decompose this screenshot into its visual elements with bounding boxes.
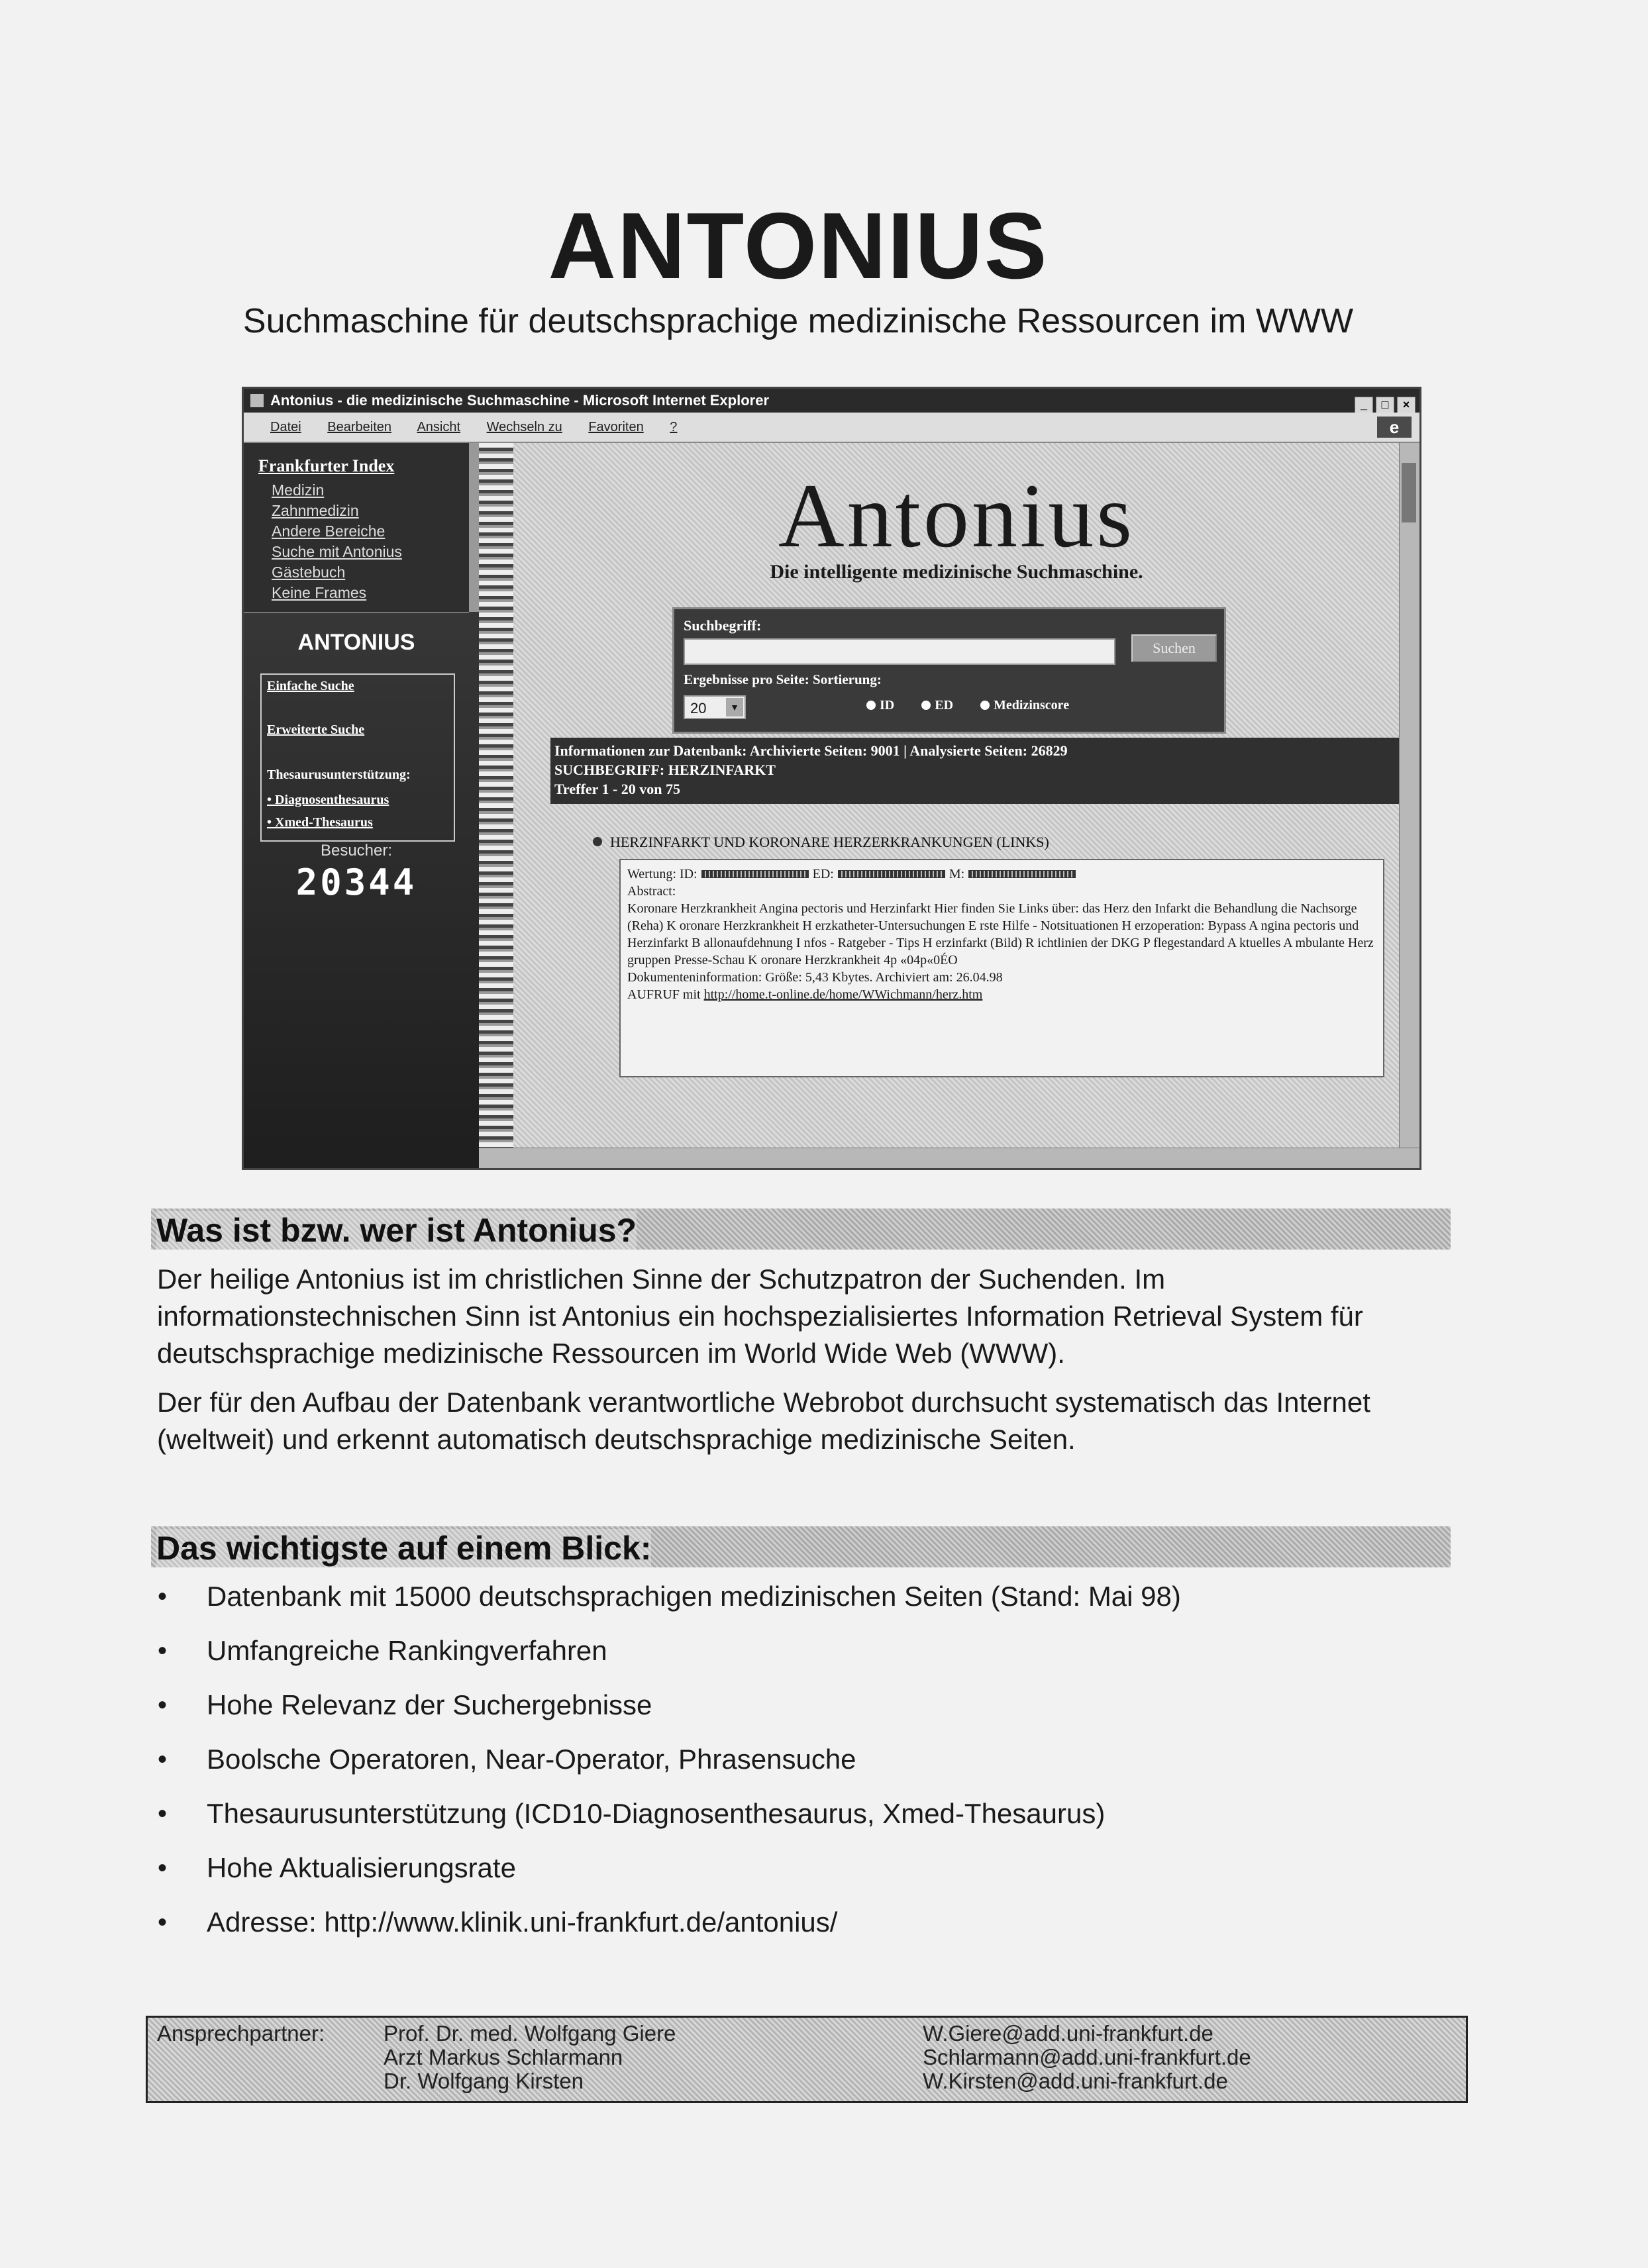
page-title: ANTONIUS bbox=[548, 193, 1049, 299]
contact-email[interactable]: Schlarmann@add.uni-frankfurt.de bbox=[923, 2045, 1251, 2069]
menu-favoriten[interactable]: Favoriten bbox=[588, 420, 644, 434]
call-label: AUFRUF mit bbox=[627, 987, 701, 1002]
sort-ed-radio[interactable] bbox=[921, 698, 965, 713]
radio-icon bbox=[921, 701, 931, 710]
radio-icon bbox=[866, 701, 876, 710]
contact-email[interactable]: W.Kirsten@add.uni-frankfurt.de bbox=[923, 2069, 1228, 2093]
app-icon bbox=[250, 394, 264, 407]
hit-title[interactable] bbox=[593, 834, 1049, 851]
main-frame bbox=[513, 443, 1400, 1148]
hits-count-line: Treffer 1 - 20 von 75 bbox=[554, 781, 681, 797]
rating-label: Wertung: bbox=[627, 867, 676, 881]
sort-medizinscore-label: Medizinscore bbox=[994, 698, 1070, 713]
menu-datei[interactable]: Datei bbox=[270, 420, 301, 434]
xmed-thesaurus-link[interactable]: • Xmed-Thesaurus bbox=[267, 815, 373, 830]
index-link-zahnmedizin[interactable]: Zahnmedizin bbox=[272, 502, 359, 519]
menu-help[interactable]: ? bbox=[670, 420, 678, 434]
contact-box bbox=[146, 2016, 1468, 2103]
section-heading-bar bbox=[151, 1526, 1451, 1567]
db-info-line: Informationen zur Datenbank: Archivierte Seiten: 9001 | Analysierte Seiten: 26829 bbox=[554, 742, 1068, 759]
index-scrollbar[interactable] bbox=[469, 443, 479, 612]
contact-name: Dr. Wolfgang Kirsten bbox=[384, 2069, 584, 2093]
minimize-button[interactable]: _ bbox=[1355, 397, 1373, 414]
hit-url-link[interactable]: http://home.t-online.de/home/WWichmann/herz.htm bbox=[703, 987, 983, 1002]
tagline: Die intelligente medizinische Suchmaschine. bbox=[770, 561, 1143, 583]
sort-id-label: ID bbox=[880, 698, 895, 713]
list-item: • Adresse: http://www.klinik.uni-frankfurt.de/antonius/ bbox=[152, 1904, 1181, 1959]
options-label: Ergebnisse pro Seite: Sortierung: bbox=[684, 671, 882, 687]
sidebar-brand: ANTONIUS bbox=[297, 630, 415, 655]
ie-logo-icon: e bbox=[1377, 417, 1412, 438]
menu-bearbeiten[interactable]: Bearbeiten bbox=[327, 420, 392, 434]
index-link-medizin[interactable]: Medizin bbox=[272, 481, 325, 499]
index-link-gaestebuch[interactable]: Gästebuch bbox=[272, 564, 346, 581]
database-info bbox=[550, 738, 1400, 804]
section-heading-bar bbox=[151, 1208, 1451, 1250]
xmed-thesaurus-label: Xmed-Thesaurus bbox=[275, 815, 373, 830]
browser-screenshot bbox=[242, 387, 1421, 1170]
simple-search-link[interactable]: Einfache Suche bbox=[267, 679, 354, 693]
visitors-label: Besucher: bbox=[320, 842, 393, 860]
list-item: • Umfangreiche Rankingverfahren bbox=[152, 1633, 1181, 1687]
window-titlebar bbox=[244, 389, 1419, 413]
hit-details bbox=[619, 859, 1384, 1077]
search-button[interactable]: Suchen bbox=[1131, 634, 1217, 662]
section-heading: Was ist bzw. wer ist Antonius? bbox=[156, 1212, 637, 1249]
sort-medizinscore-radio[interactable] bbox=[980, 698, 1081, 713]
rating-bar bbox=[838, 870, 945, 878]
menu-wechseln[interactable]: Wechseln zu bbox=[486, 420, 562, 434]
chevron-down-icon: ▼ bbox=[726, 698, 743, 716]
webrobot-paragraph: Der für den Aufbau der Datenbank verantwortliche Webrobot durchsucht systematisch das Internet (weltweit) und erkennt automatisch deutschsprachige medizinische Seiten. bbox=[157, 1387, 1370, 1455]
vertical-scrollbar[interactable] bbox=[1399, 443, 1419, 1148]
diagnosenthesaurus-label: Diagnosenthesaurus bbox=[275, 793, 389, 807]
bullet-icon bbox=[593, 837, 602, 846]
list-item: • Hohe Relevanz der Suchergebnisse bbox=[152, 1687, 1181, 1742]
contact-names bbox=[384, 2022, 676, 2093]
diagnosenthesaurus-link[interactable]: • Diagnosenthesaurus bbox=[267, 793, 389, 807]
menu-bar bbox=[244, 413, 1419, 443]
search-form bbox=[672, 607, 1226, 734]
advanced-search-link[interactable]: Erweiterte Suche bbox=[267, 722, 365, 737]
window-title: Antonius - die medizinische Suchmaschine - Microsoft Internet Explorer bbox=[270, 392, 770, 409]
results-per-page-select[interactable] bbox=[684, 695, 746, 719]
list-item: • Thesaurusunterstützung (ICD10-Diagnosenthesaurus, Xmed-Thesaurus) bbox=[152, 1796, 1181, 1850]
sort-radio-group bbox=[866, 698, 1093, 713]
search-term-line: SUCHBEGRIFF: HERZINFARKT bbox=[554, 762, 776, 778]
horizontal-scrollbar[interactable] bbox=[479, 1148, 1419, 1168]
left-frame bbox=[244, 443, 479, 1168]
rating-ed-label: ED: bbox=[812, 867, 834, 881]
thesaurus-label: Thesaurusunterstützung: bbox=[267, 767, 411, 782]
menu-ansicht[interactable]: Ansicht bbox=[417, 420, 461, 434]
list-item: • Datenbank mit 15000 deutschsprachigen medizinischen Seiten (Stand: Mai 98) bbox=[152, 1579, 1181, 1633]
contact-email[interactable]: W.Giere@add.uni-frankfurt.de bbox=[923, 2021, 1213, 2046]
section-heading: Das wichtigste auf einem Blick: bbox=[156, 1530, 652, 1567]
index-link-keine-frames[interactable]: Keine Frames bbox=[272, 584, 367, 601]
rating-bar bbox=[701, 870, 809, 878]
list-item: • Boolsche Operatoren, Near-Operator, Phrasensuche bbox=[152, 1742, 1181, 1796]
contact-label: Ansprechpartner: bbox=[157, 2021, 325, 2046]
index-frame bbox=[244, 443, 469, 613]
index-title-link[interactable]: Frankfurter Index bbox=[258, 456, 395, 475]
list-item: • Hohe Aktualisierungsrate bbox=[152, 1850, 1181, 1904]
document-info: Dokumenteninformation: Größe: 5,43 Kbytes. Archiviert am: 26.04.98 bbox=[627, 970, 1003, 985]
sort-id-radio[interactable] bbox=[866, 698, 906, 713]
radio-icon bbox=[980, 701, 990, 710]
rating-m-label: M: bbox=[949, 867, 965, 881]
rating-id-label: ID: bbox=[679, 867, 697, 881]
hit-rating bbox=[627, 865, 1376, 883]
maximize-button[interactable]: □ bbox=[1376, 397, 1394, 414]
call-line bbox=[627, 986, 1376, 1003]
scroll-thumb[interactable] bbox=[1402, 463, 1416, 522]
page-subtitle: Suchmaschine für deutschsprachige medizinische Ressourcen im WWW bbox=[242, 302, 1354, 340]
abstract-text: Koronare Herzkrankheit Angina pectoris und Herzinfarkt Hier finden Sie Links über: das Herz den Infarkt die Behandlung die Nachsorge (Reha) K oronare Herzkrankheit H erzkatheter-Untersuchungen E rste Hilfe - Notsituationen H erzoperation: Bypass A ngina pectoris und Herzinfarkt B allonaufdehnung I nfos - Ratgeber - Tips H erzinfarkt (Bild) R ichtlinien der DKG P flegestandard A ktuelles A mbulante Herz gruppen Presse-Schau K oronare Herzkrankheit 4p «04p«0ÉO bbox=[627, 901, 1374, 967]
index-link-andere[interactable]: Andere Bereiche bbox=[272, 522, 386, 540]
antonius-logo: Antonius bbox=[778, 465, 1135, 566]
abstract-label: Abstract: bbox=[627, 884, 676, 899]
rating-bar bbox=[968, 870, 1076, 878]
visitors-counter: 20344 bbox=[295, 862, 417, 903]
intro-paragraph: Der heilige Antonius ist im christlichen Sinne der Schutzpatron der Suchenden. Im informationstechnischen Sinn ist Antonius ein hochspezialisiertes Information Retrieval System für deutschsprachige medizinische Ressourcen im World Wide Web (WWW). bbox=[157, 1263, 1363, 1369]
contact-emails bbox=[923, 2022, 1251, 2093]
contact-name: Arzt Markus Schlarmann bbox=[384, 2045, 623, 2069]
search-links-box bbox=[260, 673, 455, 842]
close-button[interactable]: × bbox=[1397, 397, 1416, 414]
hit-title-text: HERZINFARKT UND KORONARE HERZERKRANKUNGEN (LINKS) bbox=[610, 834, 1049, 850]
results-per-page-value: 20 bbox=[690, 700, 707, 716]
search-input[interactable] bbox=[684, 638, 1115, 665]
search-label: Suchbegriff: bbox=[684, 617, 762, 634]
contact-name: Prof. Dr. med. Wolfgang Giere bbox=[384, 2021, 676, 2046]
feature-list bbox=[152, 1579, 1181, 1959]
index-link-suche[interactable]: Suche mit Antonius bbox=[272, 543, 402, 560]
sort-ed-label: ED bbox=[935, 698, 954, 713]
spiral-binding bbox=[479, 443, 513, 1148]
